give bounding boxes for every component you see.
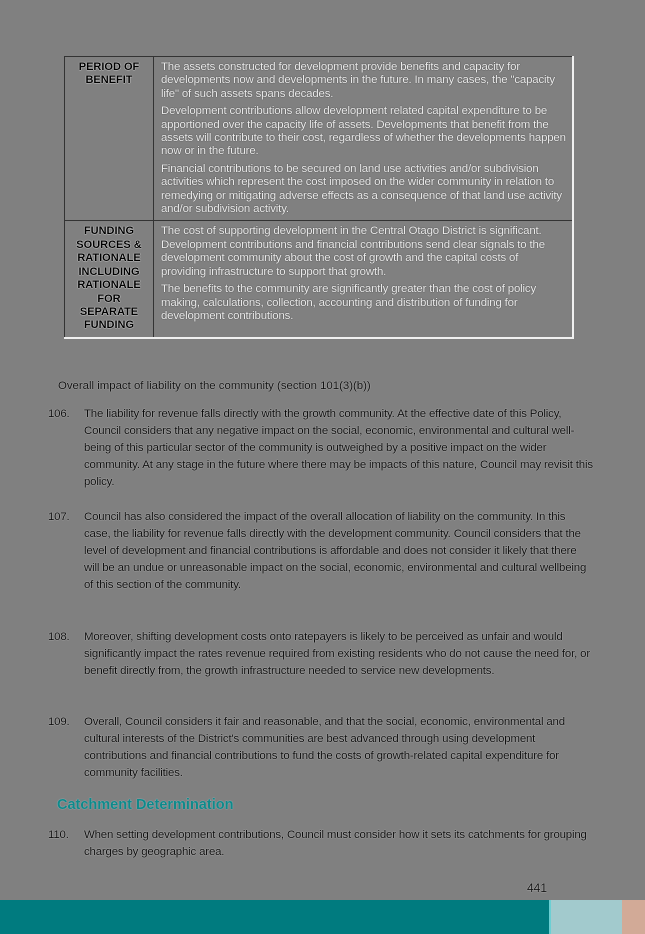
table-row-funding-sources [65, 221, 574, 338]
policy-table [64, 56, 574, 339]
paragraph-number: 108. [48, 631, 70, 643]
paragraph-text: When setting development contributions, Council must consider how it sets its catchments for grouping charges by geographic area. [84, 829, 587, 859]
paragraph-text: Overall, Council considers it fair and reasonable, and that the social, economic, environmental and cultural interests of the District's communities are best advanced through using development contributions and financial contributions to fund the costs of growth-related capital expenditure for community facilities. [84, 716, 565, 780]
footer-teal-block [0, 900, 549, 934]
table-paragraph: The assets constructed for development provide benefits and capacity for developments now and developments in the future. In many cases, the "capacity life" of such assets spans decades. [161, 61, 555, 100]
paragraph-number: 109. [48, 716, 70, 728]
row-header: FUNDING SOURCES & RATIONALE INCLUDING RATIONALE FOR SEPARATE FUNDING [65, 221, 154, 338]
numbered-paragraph [48, 509, 593, 594]
table-row-period-of-benefit [65, 57, 574, 221]
row-content [154, 221, 574, 338]
numbered-paragraph [48, 827, 593, 861]
section-subheading: Overall impact of liability on the community (section 101(3)(b)) [58, 380, 371, 392]
numbered-paragraph [48, 406, 593, 491]
paragraph-number: 107. [48, 511, 70, 523]
footer-color-bar [0, 900, 645, 934]
footer-light-block [549, 900, 622, 934]
numbered-paragraph [48, 629, 593, 680]
section-heading: Catchment Determination [57, 797, 234, 813]
table-paragraph: Development contributions allow development related capital expenditure to be apportioned over the capacity life of assets. Developments that benefit from the assets will contribute to their cost, regardless of whether the developments happen now or in the future. [161, 105, 566, 158]
footer-tan-block [622, 900, 645, 934]
table-paragraph: The cost of supporting development in the Central Otago District is significant. Development contributions and financial contributions send clear signals to the development community about the cost of growth and the capital costs of providing infrastructure to support that growth. [161, 225, 545, 278]
paragraph-text: The liability for revenue falls directly with the growth community. At the effective date of this Policy, Council considers that any negative impact on the social, economic, environmental and cultural well-being of this particular sector of the community is outweighed by a positive impact on the wider community. At any stage in the future where there may be impacts of this nature, Council may revisit this policy. [84, 408, 593, 489]
page-number: 441 [527, 881, 548, 895]
table-paragraph: The benefits to the community are significantly greater than the cost of policy making, calculations, collection, accounting and distribution of funding for development contributions. [161, 283, 536, 322]
paragraph-text: Moreover, shifting development costs onto ratepayers is likely to be perceived as unfair and would significantly impact the rates revenue required from existing residents who do not cause the need for, or benefit directly from, the growth infrastructure needed to service new developments. [84, 631, 590, 678]
row-content [154, 57, 574, 221]
numbered-paragraph [48, 714, 593, 782]
table-paragraph: Financial contributions to be secured on land use activities and/or subdivision activities which represent the cost imposed on the wider community in relation to remedying or mitigating adverse effects as a consequence of that land use activity and/or subdivision activity. [161, 162, 562, 216]
paragraph-number: 110. [48, 829, 69, 841]
paragraph-number: 106. [48, 408, 70, 420]
row-header: PERIOD OF BENEFIT [65, 57, 154, 221]
paragraph-text: Council has also considered the impact of the overall allocation of liability on the community. In this case, the liability for revenue falls directly with the development community. Council considers that the level of development and financial contributions is affordable and does not consider it likely that there will be an undue or unreasonable impact on the social, economic, environmental and cultural wellbeing of this section of the community. [84, 511, 587, 592]
